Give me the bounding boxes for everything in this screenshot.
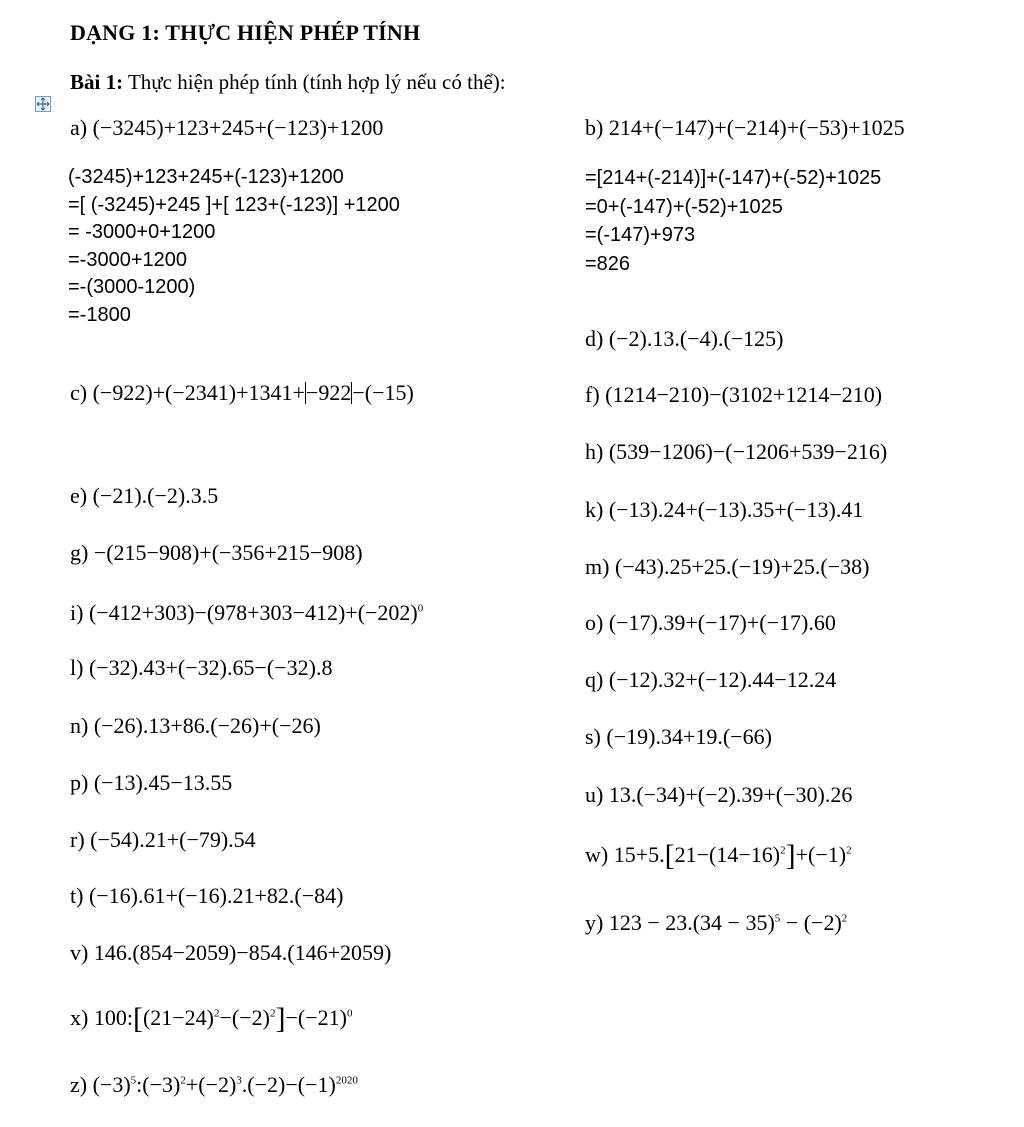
problem-w: w) $15+5.[21-(14-16)^2]+(-1)^2$ [585, 839, 852, 872]
solution-a-line: =-1800 [68, 303, 131, 326]
problem-z: z) $(-3)^5:(-3)^2+(-2)^3.(-2)-(-1)^{2020}$ [70, 1072, 358, 1097]
solution-a-line: =[ (-3245)+245 ]+[ 123+(-123)] +1200 [68, 193, 400, 216]
problem-y: y) $123 - 23.(34 - 35)^5 - (-2)^2$ [585, 910, 848, 935]
solution-a-line: = -3000+0+1200 [68, 221, 216, 243]
problem-b: b) 214+(−147)+(−214)+(−53)+1025 [585, 115, 905, 140]
problem-m: m) (−43).25+25.(−19)+25.(−38) [585, 554, 870, 579]
move-cross-icon[interactable] [35, 96, 51, 112]
solution-b-line: =0+(-147)+(-52)+1025 [585, 195, 783, 218]
problem-o: o) (−17).39+(−17)+(−17).60 [585, 610, 836, 635]
problem-s: s) (−19).34+19.(−66) [585, 724, 772, 749]
solution-a [68, 164, 400, 329]
solution-a-line: (-3245)+123+245+(-123)+1200 [68, 166, 344, 188]
problem-v: v) 146.(854−2059)−854.(146+2059) [70, 940, 392, 965]
exercise-instruction [70, 70, 506, 95]
problem-i: i) $(-412+303)-(978+303-412)+(-202)^0$ [70, 600, 424, 625]
problem-t: t) (−16).61+(−16).21+82.(−84) [70, 883, 344, 908]
section-heading: DẠNG 1: THỰC HIỆN PHÉP TÍNH [70, 20, 421, 45]
problem-q: q) (−12).32+(−12).44−12.24 [585, 667, 837, 692]
solution-b [585, 164, 881, 278]
problem-r: r) (−54).21+(−79).54 [70, 827, 256, 852]
problem-p: p) (−13).45−13.55 [70, 770, 233, 795]
problem-u: u) 13.(−34)+(−2).39+(−30).26 [585, 782, 853, 807]
problem-e: e) (−21).(−2).3.5 [70, 483, 219, 508]
exercise-label: Bài 1: [70, 70, 124, 94]
problem-h: h) (539−1206)−(−1206+539−216) [585, 439, 888, 464]
problem-g: g) −(215−908)+(−356+215−908) [70, 540, 363, 565]
solution-b-line: =826 [585, 252, 631, 275]
instruction-text: Thực hiện phép tính (tính hợp lý nếu có thể): [123, 70, 506, 94]
problem-f: f) (1214−210)−(3102+1214−210) [585, 382, 883, 407]
problem-n: n) (−26).13+86.(−26)+(−26) [70, 713, 321, 738]
problem-c: c) (−922)+(−2341)+1341+−922−(−15) [70, 380, 414, 405]
problem-l: l) (−32).43+(−32).65−(−32).8 [70, 655, 333, 680]
problem-x: x) $100:[(21-24)^2-(-2)^2]-(-21)^0$ [70, 1002, 353, 1035]
solution-b-line: =(-147)+973 [585, 224, 696, 246]
solution-a-line: =-3000+1200 [68, 248, 188, 271]
solution-a-line: =-(3000-1200) [68, 276, 196, 298]
problem-a: a) (−3245)+123+245+(−123)+1200 [70, 115, 384, 140]
problem-k: k) (−13).24+(−13).35+(−13).41 [585, 497, 864, 522]
solution-b-line: =[214+(-214)]+(-147)+(-52)+1025 [585, 167, 882, 189]
problem-d: d) (−2).13.(−4).(−125) [585, 326, 784, 351]
